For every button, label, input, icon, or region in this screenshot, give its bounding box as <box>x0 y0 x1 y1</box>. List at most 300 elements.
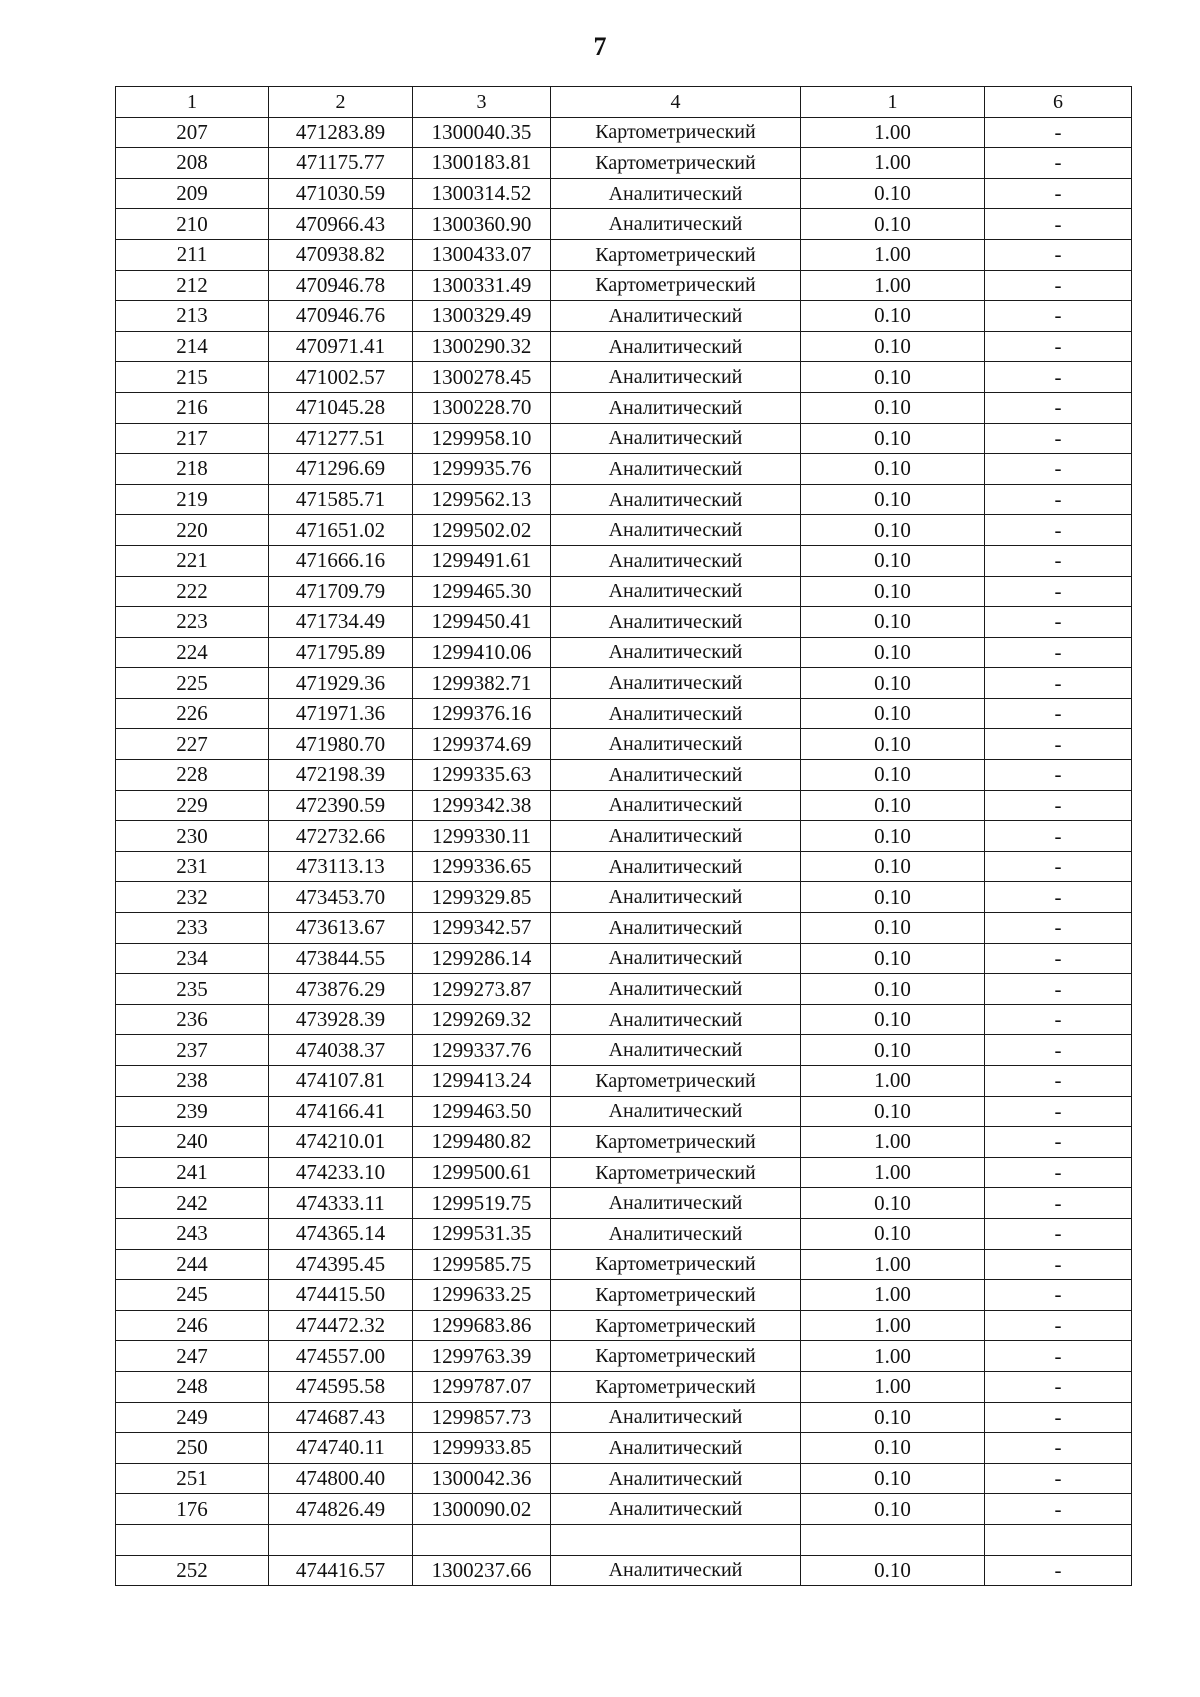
point-number-cell: 234 <box>116 943 269 974</box>
accuracy-cell: 0.10 <box>801 1188 985 1219</box>
description-cell: - <box>985 1249 1132 1280</box>
method-cell: Картометрический <box>551 1341 801 1372</box>
point-number-cell: 210 <box>116 209 269 240</box>
x-coordinate-cell: 471585.71 <box>269 484 413 515</box>
table-row <box>116 943 1132 974</box>
table-row <box>116 148 1132 179</box>
x-coordinate-cell: 473928.39 <box>269 1004 413 1035</box>
table-row <box>116 821 1132 852</box>
y-coordinate-cell: 1299374.69 <box>413 729 551 760</box>
point-number-cell: 242 <box>116 1188 269 1219</box>
accuracy-cell: 1.00 <box>801 1157 985 1188</box>
x-coordinate-cell: 471296.69 <box>269 454 413 485</box>
description-cell: - <box>985 576 1132 607</box>
point-number-cell: 212 <box>116 270 269 301</box>
method-cell: Аналитический <box>551 974 801 1005</box>
point-number-cell: 236 <box>116 1004 269 1035</box>
description-cell: - <box>985 1066 1132 1097</box>
method-cell: Аналитический <box>551 729 801 760</box>
point-number-cell: 221 <box>116 545 269 576</box>
description-cell: - <box>985 178 1132 209</box>
accuracy-cell: 1.00 <box>801 1371 985 1402</box>
point-number-cell: 235 <box>116 974 269 1005</box>
point-number-cell: 222 <box>116 576 269 607</box>
description-cell: - <box>985 423 1132 454</box>
point-number-cell: 244 <box>116 1249 269 1280</box>
x-coordinate-cell: 474557.00 <box>269 1341 413 1372</box>
y-coordinate-cell: 1300360.90 <box>413 209 551 240</box>
point-number-cell: 245 <box>116 1280 269 1311</box>
x-coordinate-cell: 471002.57 <box>269 362 413 393</box>
accuracy-cell: 0.10 <box>801 545 985 576</box>
x-coordinate-cell: 474395.45 <box>269 1249 413 1280</box>
accuracy-cell: 0.10 <box>801 484 985 515</box>
y-coordinate-cell: 1299329.85 <box>413 882 551 913</box>
description-cell: - <box>985 239 1132 270</box>
accuracy-cell: 0.10 <box>801 209 985 240</box>
table-row <box>116 1371 1132 1402</box>
method-cell: Аналитический <box>551 821 801 852</box>
x-coordinate-cell: 472198.39 <box>269 760 413 791</box>
y-coordinate-cell: 1299933.85 <box>413 1433 551 1464</box>
table-row <box>116 1066 1132 1097</box>
accuracy-cell: 0.10 <box>801 1096 985 1127</box>
y-coordinate-cell: 1300228.70 <box>413 392 551 423</box>
x-coordinate-cell: 470966.43 <box>269 209 413 240</box>
table-row <box>116 1494 1132 1525</box>
description-cell: - <box>985 637 1132 668</box>
y-coordinate-cell: 1299585.75 <box>413 1249 551 1280</box>
description-cell: - <box>985 545 1132 576</box>
point-number-cell: 231 <box>116 851 269 882</box>
method-cell: Аналитический <box>551 576 801 607</box>
accuracy-cell: 0.10 <box>801 637 985 668</box>
y-coordinate-cell: 1300237.66 <box>413 1555 551 1586</box>
table-row <box>116 1218 1132 1249</box>
y-coordinate-cell: 1299413.24 <box>413 1066 551 1097</box>
x-coordinate-cell: 473613.67 <box>269 913 413 944</box>
accuracy-cell: 0.10 <box>801 821 985 852</box>
method-cell: Аналитический <box>551 760 801 791</box>
description-cell: - <box>985 270 1132 301</box>
description-cell: - <box>985 1371 1132 1402</box>
x-coordinate-cell: 474416.57 <box>269 1555 413 1586</box>
method-cell: Аналитический <box>551 698 801 729</box>
description-cell: - <box>985 484 1132 515</box>
y-coordinate-cell: 1299683.86 <box>413 1310 551 1341</box>
point-number-cell: 251 <box>116 1463 269 1494</box>
point-number-cell: 252 <box>116 1555 269 1586</box>
y-coordinate-cell: 1299491.61 <box>413 545 551 576</box>
point-number-cell: 176 <box>116 1494 269 1525</box>
y-coordinate-cell: 1300329.49 <box>413 301 551 332</box>
x-coordinate-cell: 473113.13 <box>269 851 413 882</box>
x-coordinate-cell: 472390.59 <box>269 790 413 821</box>
table-row <box>116 790 1132 821</box>
x-coordinate-cell: 471709.79 <box>269 576 413 607</box>
method-cell: Аналитический <box>551 1433 801 1464</box>
table-row <box>116 301 1132 332</box>
table-row <box>116 1249 1132 1280</box>
point-number-cell: 248 <box>116 1371 269 1402</box>
table-row <box>116 270 1132 301</box>
x-coordinate-cell: 473844.55 <box>269 943 413 974</box>
y-coordinate-cell: 1299376.16 <box>413 698 551 729</box>
y-coordinate-cell: 1299342.38 <box>413 790 551 821</box>
x-coordinate-cell: 473876.29 <box>269 974 413 1005</box>
accuracy-cell: 0.10 <box>801 851 985 882</box>
accuracy-cell: 0.10 <box>801 178 985 209</box>
point-number-cell: 213 <box>116 301 269 332</box>
point-number-cell: 229 <box>116 790 269 821</box>
accuracy-cell: 0.10 <box>801 392 985 423</box>
accuracy-cell: 1.00 <box>801 239 985 270</box>
method-cell: Аналитический <box>551 209 801 240</box>
point-number-cell: 209 <box>116 178 269 209</box>
x-coordinate-cell: 474210.01 <box>269 1127 413 1158</box>
description-cell: - <box>985 729 1132 760</box>
description-cell: - <box>985 1004 1132 1035</box>
point-number-cell: 227 <box>116 729 269 760</box>
accuracy-cell: 0.10 <box>801 301 985 332</box>
table-row <box>116 545 1132 576</box>
description-cell: - <box>985 1463 1132 1494</box>
table-row <box>116 331 1132 362</box>
point-number-cell: 225 <box>116 668 269 699</box>
x-coordinate-cell: 470946.78 <box>269 270 413 301</box>
x-coordinate-cell: 471929.36 <box>269 668 413 699</box>
table-row <box>116 637 1132 668</box>
table-row <box>116 239 1132 270</box>
y-coordinate-cell: 1300433.07 <box>413 239 551 270</box>
description-cell: - <box>985 607 1132 638</box>
accuracy-cell: 1.00 <box>801 1127 985 1158</box>
method-cell: Аналитический <box>551 1555 801 1586</box>
description-cell: - <box>985 1555 1132 1586</box>
y-coordinate-cell: 1299562.13 <box>413 484 551 515</box>
method-cell: Картометрический <box>551 1249 801 1280</box>
y-coordinate-cell: 1299465.30 <box>413 576 551 607</box>
description-cell: - <box>985 1402 1132 1433</box>
method-cell: Аналитический <box>551 607 801 638</box>
table-row <box>116 1341 1132 1372</box>
coordinates-table <box>115 86 1132 1586</box>
point-number-cell: 220 <box>116 515 269 546</box>
table-row <box>116 1127 1132 1158</box>
x-coordinate-cell: 474740.11 <box>269 1433 413 1464</box>
x-coordinate-cell: 474365.14 <box>269 1218 413 1249</box>
point-number-cell: 241 <box>116 1157 269 1188</box>
point-number-cell: 216 <box>116 392 269 423</box>
accuracy-cell: 1.00 <box>801 1341 985 1372</box>
method-cell: Картометрический <box>551 1371 801 1402</box>
description-cell: - <box>985 821 1132 852</box>
description-cell: - <box>985 1218 1132 1249</box>
accuracy-cell: 0.10 <box>801 668 985 699</box>
y-coordinate-cell: 1299273.87 <box>413 974 551 1005</box>
y-coordinate-cell: 1299519.75 <box>413 1188 551 1219</box>
description-cell: - <box>985 943 1132 974</box>
method-cell: Аналитический <box>551 790 801 821</box>
y-coordinate-cell: 1299450.41 <box>413 607 551 638</box>
header-cell: 1 <box>116 87 269 118</box>
table-row <box>116 1157 1132 1188</box>
accuracy-cell: 0.10 <box>801 454 985 485</box>
y-coordinate-cell: 1299336.65 <box>413 851 551 882</box>
accuracy-cell: 0.10 <box>801 729 985 760</box>
accuracy-cell: 0.10 <box>801 576 985 607</box>
method-cell: Аналитический <box>551 943 801 974</box>
y-coordinate-cell: 1300314.52 <box>413 178 551 209</box>
accuracy-cell: 0.10 <box>801 1555 985 1586</box>
method-cell <box>551 1524 801 1555</box>
description-cell: - <box>985 1188 1132 1219</box>
method-cell: Аналитический <box>551 362 801 393</box>
table-row <box>116 607 1132 638</box>
y-coordinate-cell: 1299531.35 <box>413 1218 551 1249</box>
method-cell: Аналитический <box>551 178 801 209</box>
method-cell: Картометрический <box>551 1280 801 1311</box>
y-coordinate-cell: 1300183.81 <box>413 148 551 179</box>
y-coordinate-cell: 1300278.45 <box>413 362 551 393</box>
method-cell: Аналитический <box>551 1402 801 1433</box>
point-number-cell: 246 <box>116 1310 269 1341</box>
x-coordinate-cell: 471045.28 <box>269 392 413 423</box>
table-row <box>116 1433 1132 1464</box>
point-number-cell: 215 <box>116 362 269 393</box>
point-number-cell: 243 <box>116 1218 269 1249</box>
method-cell: Картометрический <box>551 117 801 148</box>
table-row <box>116 851 1132 882</box>
description-cell: - <box>985 362 1132 393</box>
point-number-cell <box>116 1524 269 1555</box>
description-cell: - <box>985 1035 1132 1066</box>
accuracy-cell: 0.10 <box>801 607 985 638</box>
method-cell: Аналитический <box>551 851 801 882</box>
table-row <box>116 913 1132 944</box>
x-coordinate-cell: 471283.89 <box>269 117 413 148</box>
method-cell: Аналитический <box>551 882 801 913</box>
y-coordinate-cell: 1299480.82 <box>413 1127 551 1158</box>
method-cell: Аналитический <box>551 392 801 423</box>
method-cell: Аналитический <box>551 913 801 944</box>
x-coordinate-cell: 474415.50 <box>269 1280 413 1311</box>
description-cell: - <box>985 1433 1132 1464</box>
table-row <box>116 1188 1132 1219</box>
method-cell: Аналитический <box>551 423 801 454</box>
method-cell: Аналитический <box>551 331 801 362</box>
accuracy-cell: 0.10 <box>801 943 985 974</box>
accuracy-cell: 1.00 <box>801 1310 985 1341</box>
x-coordinate-cell: 471734.49 <box>269 607 413 638</box>
table-row <box>116 576 1132 607</box>
table-row <box>116 484 1132 515</box>
y-coordinate-cell: 1299337.76 <box>413 1035 551 1066</box>
accuracy-cell: 0.10 <box>801 974 985 1005</box>
x-coordinate-cell <box>269 1524 413 1555</box>
x-coordinate-cell: 471666.16 <box>269 545 413 576</box>
description-cell: - <box>985 790 1132 821</box>
x-coordinate-cell: 474107.81 <box>269 1066 413 1097</box>
description-cell: - <box>985 1310 1132 1341</box>
accuracy-cell: 0.10 <box>801 1463 985 1494</box>
y-coordinate-cell: 1299382.71 <box>413 668 551 699</box>
point-number-cell: 214 <box>116 331 269 362</box>
header-cell: 2 <box>269 87 413 118</box>
table-row <box>116 1524 1132 1555</box>
accuracy-cell: 1.00 <box>801 1249 985 1280</box>
table-row <box>116 1402 1132 1433</box>
point-number-cell: 228 <box>116 760 269 791</box>
y-coordinate-cell: 1299410.06 <box>413 637 551 668</box>
point-number-cell: 250 <box>116 1433 269 1464</box>
x-coordinate-cell: 474800.40 <box>269 1463 413 1494</box>
x-coordinate-cell: 470971.41 <box>269 331 413 362</box>
description-cell: - <box>985 515 1132 546</box>
method-cell: Картометрический <box>551 1157 801 1188</box>
x-coordinate-cell: 474826.49 <box>269 1494 413 1525</box>
table-row <box>116 729 1132 760</box>
table-row <box>116 454 1132 485</box>
table-row <box>116 392 1132 423</box>
description-cell: - <box>985 668 1132 699</box>
method-cell: Аналитический <box>551 1218 801 1249</box>
description-cell: - <box>985 1280 1132 1311</box>
y-coordinate-cell: 1300290.32 <box>413 331 551 362</box>
accuracy-cell: 0.10 <box>801 1035 985 1066</box>
page-number: 7 <box>593 32 607 61</box>
method-cell: Аналитический <box>551 484 801 515</box>
point-number-cell: 211 <box>116 239 269 270</box>
method-cell: Аналитический <box>551 454 801 485</box>
accuracy-cell: 0.10 <box>801 760 985 791</box>
y-coordinate-cell: 1299330.11 <box>413 821 551 852</box>
table-row <box>116 882 1132 913</box>
point-number-cell: 208 <box>116 148 269 179</box>
table-row <box>116 1310 1132 1341</box>
accuracy-cell: 0.10 <box>801 882 985 913</box>
y-coordinate-cell: 1299787.07 <box>413 1371 551 1402</box>
method-cell: Картометрический <box>551 148 801 179</box>
x-coordinate-cell: 471030.59 <box>269 178 413 209</box>
y-coordinate-cell: 1299286.14 <box>413 943 551 974</box>
accuracy-cell: 0.10 <box>801 1494 985 1525</box>
table-row <box>116 1096 1132 1127</box>
method-cell: Аналитический <box>551 515 801 546</box>
x-coordinate-cell: 472732.66 <box>269 821 413 852</box>
x-coordinate-cell: 474233.10 <box>269 1157 413 1188</box>
point-number-cell: 247 <box>116 1341 269 1372</box>
accuracy-cell: 0.10 <box>801 1433 985 1464</box>
method-cell: Картометрический <box>551 1066 801 1097</box>
x-coordinate-cell: 474166.41 <box>269 1096 413 1127</box>
y-coordinate-cell: 1299958.10 <box>413 423 551 454</box>
accuracy-cell: 1.00 <box>801 1280 985 1311</box>
table-row <box>116 698 1132 729</box>
accuracy-cell: 1.00 <box>801 148 985 179</box>
accuracy-cell: 1.00 <box>801 117 985 148</box>
point-number-cell: 224 <box>116 637 269 668</box>
description-cell: - <box>985 698 1132 729</box>
method-cell: Аналитический <box>551 1188 801 1219</box>
table-row <box>116 1555 1132 1586</box>
accuracy-cell: 0.10 <box>801 698 985 729</box>
accuracy-cell: 0.10 <box>801 515 985 546</box>
table-row <box>116 515 1132 546</box>
method-cell: Картометрический <box>551 1127 801 1158</box>
table-row <box>116 1280 1132 1311</box>
accuracy-cell <box>801 1524 985 1555</box>
point-number-cell: 238 <box>116 1066 269 1097</box>
x-coordinate-cell: 471980.70 <box>269 729 413 760</box>
table-row <box>116 974 1132 1005</box>
point-number-cell: 239 <box>116 1096 269 1127</box>
point-number-cell: 237 <box>116 1035 269 1066</box>
header-cell: 3 <box>413 87 551 118</box>
description-cell: - <box>985 1341 1132 1372</box>
y-coordinate-cell: 1299857.73 <box>413 1402 551 1433</box>
description-cell: - <box>985 301 1132 332</box>
y-coordinate-cell: 1299463.50 <box>413 1096 551 1127</box>
y-coordinate-cell: 1299269.32 <box>413 1004 551 1035</box>
method-cell: Аналитический <box>551 1463 801 1494</box>
point-number-cell: 232 <box>116 882 269 913</box>
accuracy-cell: 0.10 <box>801 1218 985 1249</box>
y-coordinate-cell: 1299335.63 <box>413 760 551 791</box>
point-number-cell: 217 <box>116 423 269 454</box>
description-cell: - <box>985 209 1132 240</box>
description-cell: - <box>985 913 1132 944</box>
description-cell: - <box>985 851 1132 882</box>
accuracy-cell: 0.10 <box>801 362 985 393</box>
x-coordinate-cell: 471277.51 <box>269 423 413 454</box>
accuracy-cell: 0.10 <box>801 1402 985 1433</box>
header-cell: 4 <box>551 87 801 118</box>
method-cell: Картометрический <box>551 1310 801 1341</box>
x-coordinate-cell: 473453.70 <box>269 882 413 913</box>
x-coordinate-cell: 474595.58 <box>269 1371 413 1402</box>
table-row <box>116 1463 1132 1494</box>
point-number-cell: 223 <box>116 607 269 638</box>
method-cell: Аналитический <box>551 1035 801 1066</box>
description-cell: - <box>985 392 1132 423</box>
y-coordinate-cell: 1300090.02 <box>413 1494 551 1525</box>
point-number-cell: 240 <box>116 1127 269 1158</box>
x-coordinate-cell: 474333.11 <box>269 1188 413 1219</box>
method-cell: Аналитический <box>551 545 801 576</box>
table-row <box>116 668 1132 699</box>
y-coordinate-cell: 1299500.61 <box>413 1157 551 1188</box>
x-coordinate-cell: 470938.82 <box>269 239 413 270</box>
method-cell: Аналитический <box>551 301 801 332</box>
x-coordinate-cell: 474687.43 <box>269 1402 413 1433</box>
x-coordinate-cell: 474038.37 <box>269 1035 413 1066</box>
accuracy-cell: 1.00 <box>801 1066 985 1097</box>
point-number-cell: 226 <box>116 698 269 729</box>
description-cell: - <box>985 1127 1132 1158</box>
accuracy-cell: 0.10 <box>801 1004 985 1035</box>
description-cell: - <box>985 454 1132 485</box>
y-coordinate-cell: 1299633.25 <box>413 1280 551 1311</box>
y-coordinate-cell: 1300331.49 <box>413 270 551 301</box>
y-coordinate-cell: 1299935.76 <box>413 454 551 485</box>
method-cell: Аналитический <box>551 1096 801 1127</box>
method-cell: Картометрический <box>551 239 801 270</box>
table-header-row <box>116 87 1132 118</box>
table-body <box>116 87 1132 1586</box>
description-cell <box>985 1524 1132 1555</box>
accuracy-cell: 0.10 <box>801 790 985 821</box>
